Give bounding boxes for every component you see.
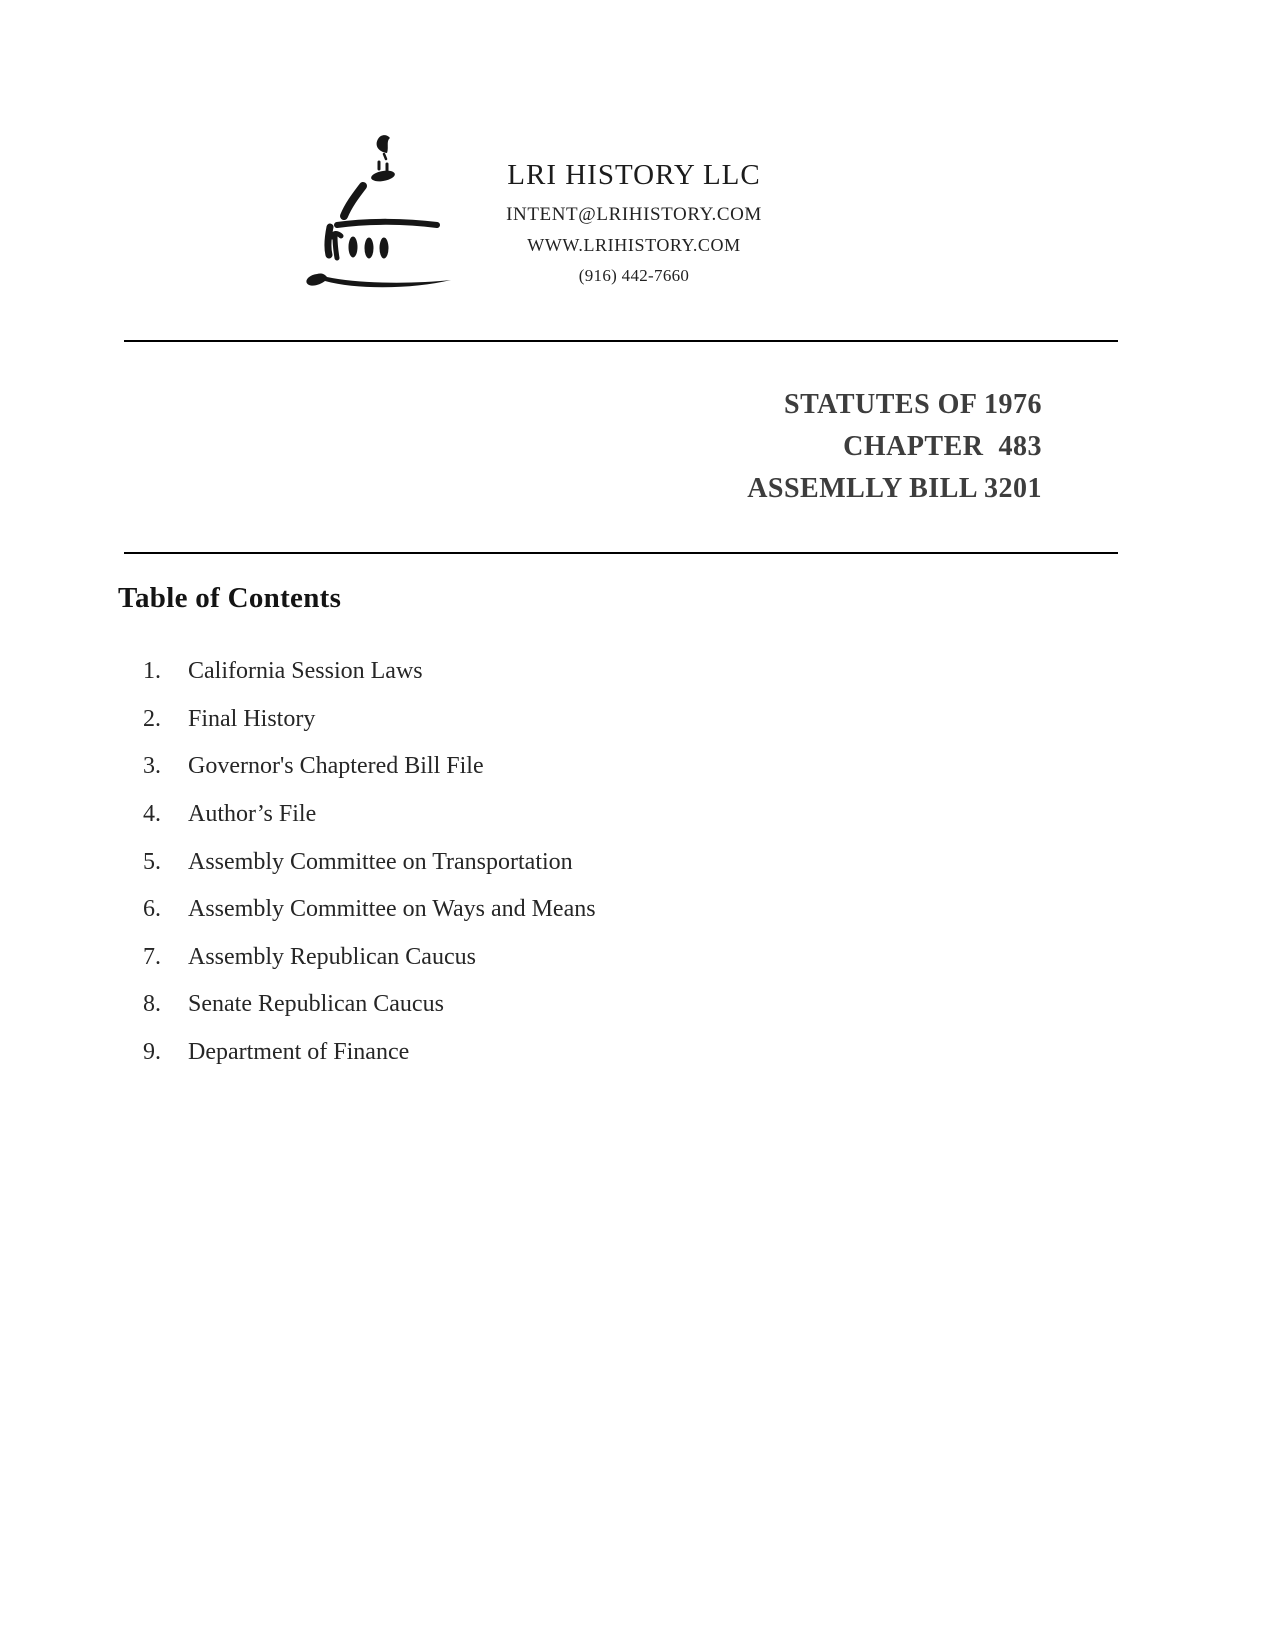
logo-left-wall	[328, 227, 330, 255]
logo-flag-stroke	[377, 135, 390, 153]
toc-item	[143, 743, 596, 791]
logo-flag-stem	[384, 154, 386, 159]
logo-column-2	[365, 238, 374, 259]
horizontal-rule-bottom	[124, 552, 1118, 554]
toc-item-number: 3.	[143, 753, 161, 780]
company-name: LRI HISTORY LLC	[507, 159, 761, 191]
toc-item	[143, 886, 596, 934]
toc-item	[143, 791, 596, 839]
toc-item-label: Final History	[188, 705, 316, 732]
logo-column-hook	[332, 233, 341, 258]
statutes-line-3: ASSEMLLY BILL 3201	[747, 473, 1042, 504]
toc-item-label: Assembly Republican Caucus	[188, 943, 476, 970]
toc-item	[143, 934, 596, 982]
toc-item-label: Senate Republican Caucus	[188, 991, 444, 1018]
statutes-line-1: STATUTES OF 1976	[784, 389, 1042, 420]
toc-item-label: Department of Finance	[188, 1039, 410, 1066]
toc-item	[143, 1029, 596, 1077]
toc-list	[143, 648, 596, 1076]
toc-item-label: Assembly Committee on Transportation	[188, 848, 573, 875]
toc-item-number: 5.	[143, 848, 161, 875]
toc-item	[143, 648, 596, 696]
toc-heading: Table of Contents	[118, 582, 342, 614]
company-email: INTENT@LRIHISTORY.COM	[506, 204, 762, 225]
toc-item	[143, 838, 596, 886]
toc-item-label: California Session Laws	[188, 658, 423, 685]
horizontal-rule-top	[124, 340, 1118, 342]
toc-item-number: 4.	[143, 801, 161, 828]
logo-cupola	[370, 169, 395, 183]
logo-dome-stroke	[344, 186, 363, 216]
toc-item-label: Governor's Chaptered Bill File	[188, 753, 484, 780]
company-phone: (916) 442-7660	[578, 266, 690, 285]
toc-item-number: 2.	[143, 705, 161, 732]
company-website: WWW.LRIHISTORY.COM	[527, 235, 741, 255]
toc-item-label: Assembly Committee on Ways and Means	[188, 896, 596, 923]
toc-item-number: 1.	[143, 658, 161, 685]
toc-item-number: 6.	[143, 896, 161, 923]
logo-column-1	[349, 237, 358, 258]
toc-item	[143, 981, 596, 1029]
toc-item-label: Author’s File	[188, 801, 317, 828]
logo-lantern-ticks	[379, 162, 387, 171]
toc-item-number: 9.	[143, 1039, 161, 1066]
toc-item-number: 7.	[143, 943, 161, 970]
logo-column-3	[380, 238, 389, 259]
toc-item	[143, 696, 596, 744]
letterhead	[416, 158, 852, 286]
statutes-title-block	[747, 384, 1042, 510]
toc-item-number: 8.	[143, 991, 161, 1018]
statutes-line-2: CHAPTER 483	[843, 431, 1042, 462]
